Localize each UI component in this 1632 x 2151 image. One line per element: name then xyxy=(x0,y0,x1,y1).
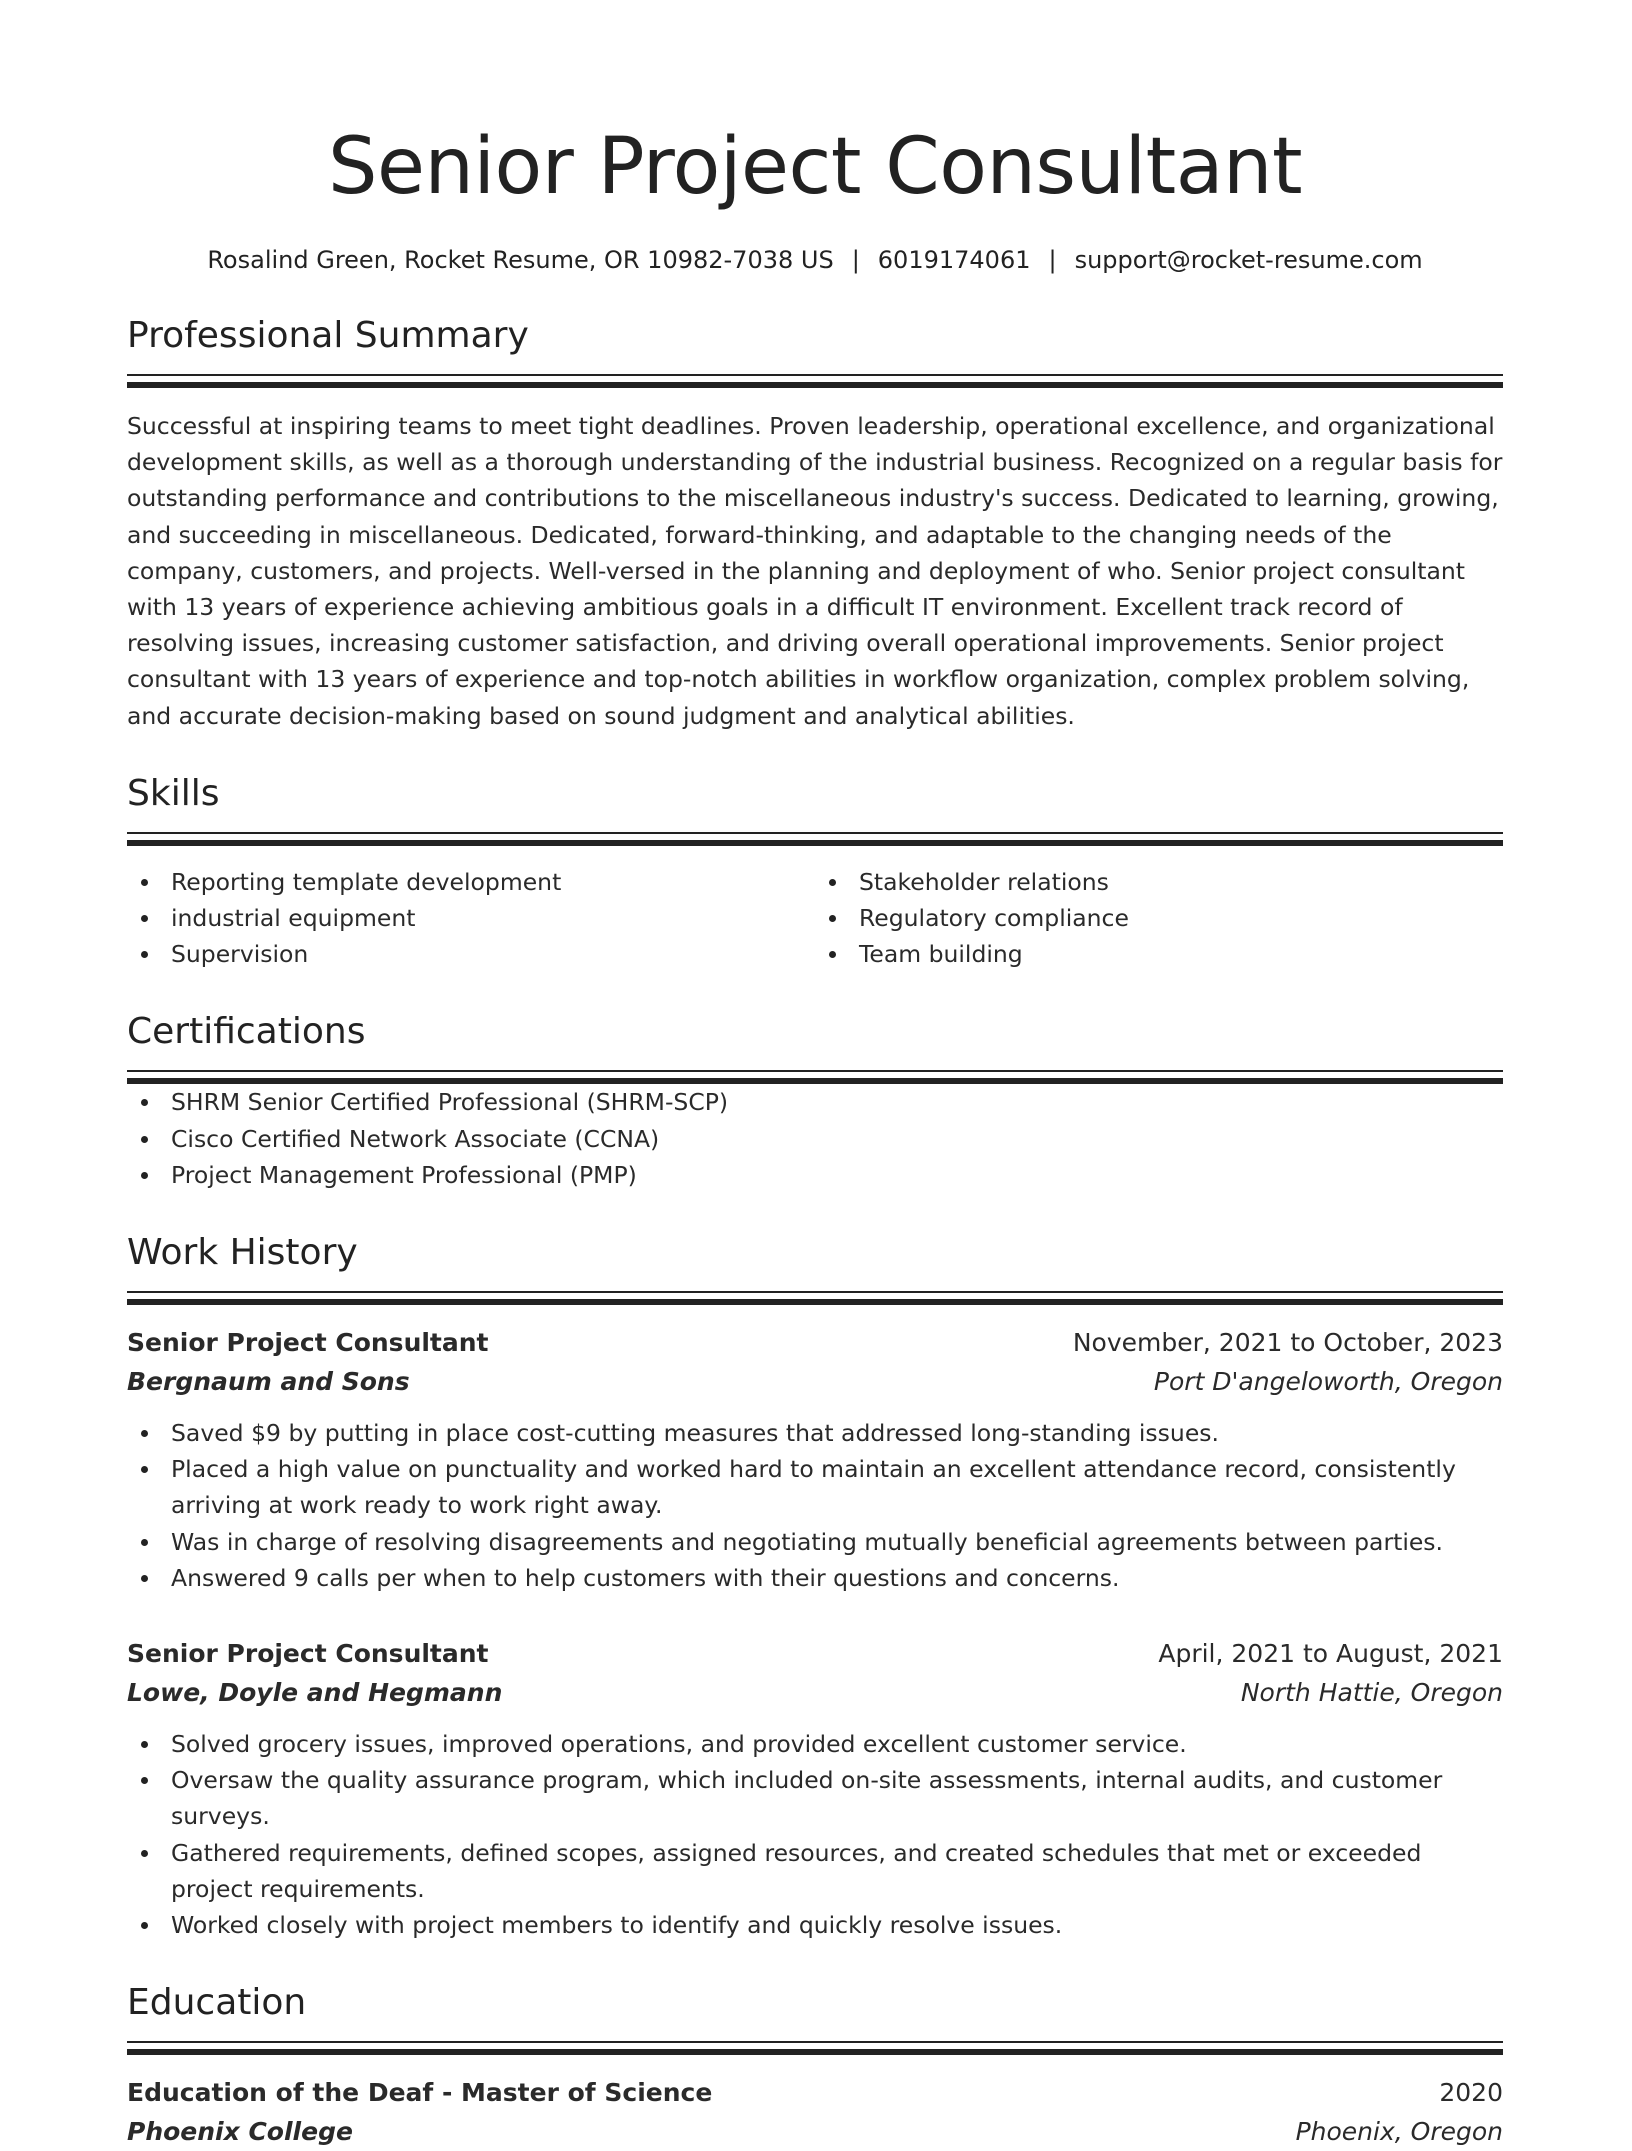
job-bullets xyxy=(127,1726,1503,1943)
skills-list-left xyxy=(127,864,815,973)
certification-item: Project Management Professional (PMP) xyxy=(127,1157,1503,1193)
skill-item: Team building xyxy=(815,936,1503,972)
work-heading: Work History xyxy=(127,1232,358,1274)
job-dates: April, 2021 to August, 2021 xyxy=(1158,1639,1503,1669)
job-bullet: Solved grocery issues, improved operations, and provided excellent customer service. xyxy=(127,1726,1503,1762)
summary-section-header xyxy=(127,314,1503,388)
skill-item: Stakeholder relations xyxy=(815,864,1503,900)
education-location: Phoenix, Oregon xyxy=(1295,2117,1503,2147)
section-divider-thin xyxy=(127,1291,1503,1293)
certifications-list xyxy=(127,1084,1503,1193)
job-entry xyxy=(127,1634,1503,1943)
job-company: Lowe, Doyle and Hegmann xyxy=(127,1678,503,1708)
job-bullet: Answered 9 calls per when to help customers with their questions and concerns. xyxy=(127,1560,1503,1596)
job-location: North Hattie, Oregon xyxy=(1240,1678,1503,1708)
job-company-row xyxy=(127,1362,1503,1401)
job-bullet: Was in charge of resolving disagreements and negotiating mutually beneficial agreements between parties. xyxy=(127,1524,1503,1560)
education-degree-row xyxy=(127,2073,1503,2112)
section-divider-thick xyxy=(127,1299,1503,1305)
contact-separator: | xyxy=(851,246,860,274)
skill-item: Regulatory compliance xyxy=(815,900,1503,936)
summary-text: Successful at inspiring teams to meet tight deadlines. Proven leadership, operational excellence, and organizational development skills, as well as a thorough understanding of the industrial business. Recognized on a regular basis for outstanding performance and contributions to the miscellaneous industry's success. Dedicated to learning, growing, and succeeding in miscellaneous. Dedicated, forward-thinking, and adaptable to the changing needs of the company, customers, and projects. Well-versed in the planning and deployment of who. Senior project consultant with 13 years of experience achieving ambitious goals in a difficult IT environment. Excellent track record of resolving issues, increasing customer satisfaction, and driving overall operational improvements. Senior project consultant with 13 years of experience and top-notch abilities in workflow organization, complex problem solving, and accurate decision-making based on sound judgment and analytical abilities. xyxy=(127,412,1503,730)
certifications-section-header xyxy=(127,1010,1503,1084)
work-section-header xyxy=(127,1231,1503,1305)
job-title-row xyxy=(127,1634,1503,1673)
education-entry xyxy=(127,2073,1503,2151)
job-dates: November, 2021 to October, 2023 xyxy=(1072,1328,1503,1358)
job-bullet: Oversaw the quality assurance program, which included on-site assessments, internal audits, and customer surveys. xyxy=(127,1762,1503,1834)
education-year: 2020 xyxy=(1439,2078,1503,2108)
section-divider-thick xyxy=(127,2049,1503,2055)
contact-separator: | xyxy=(1048,246,1057,274)
job-entry xyxy=(127,1323,1503,1596)
job-bullet: Placed a high value on punctuality and worked hard to maintain an excellent attendance record, consistently arriving at work ready to work right away. xyxy=(127,1451,1503,1523)
certification-item: SHRM Senior Certified Professional (SHRM-SCP) xyxy=(127,1084,1503,1120)
section-divider-thin xyxy=(127,1070,1503,1072)
contact-address: Rosalind Green, Rocket Resume, OR 10982-7038 US xyxy=(207,246,834,274)
contact-phone: 6019174061 xyxy=(877,246,1031,274)
job-bullet: Worked closely with project members to identify and quickly resolve issues. xyxy=(127,1907,1503,1943)
certifications-heading: Certifications xyxy=(127,1011,366,1053)
job-title: Senior Project Consultant xyxy=(127,1328,489,1358)
job-bullets xyxy=(127,1415,1503,1596)
resume-page xyxy=(127,0,1503,2151)
skills-grid xyxy=(127,864,1503,973)
section-divider-thick xyxy=(127,382,1503,388)
section-divider-thin xyxy=(127,374,1503,376)
job-company: Bergnaum and Sons xyxy=(127,1367,410,1397)
skills-section-header xyxy=(127,772,1503,846)
certification-item: Cisco Certified Network Associate (CCNA) xyxy=(127,1121,1503,1157)
skill-item: Supervision xyxy=(127,936,815,972)
skills-heading: Skills xyxy=(127,772,220,814)
skills-list-right xyxy=(815,864,1503,973)
job-company-row xyxy=(127,1673,1503,1712)
section-divider-thin xyxy=(127,2041,1503,2043)
education-school: Phoenix College xyxy=(127,2117,353,2147)
skill-item: Reporting template development xyxy=(127,864,815,900)
education-degree: Education of the Deaf - Master of Science xyxy=(127,2078,713,2108)
education-heading: Education xyxy=(127,1982,307,2024)
contact-email: support@rocket-resume.com xyxy=(1074,246,1423,274)
contact-line xyxy=(127,244,1503,276)
summary-heading: Professional Summary xyxy=(127,315,529,356)
education-school-row xyxy=(127,2112,1503,2151)
job-location: Port D'angeloworth, Oregon xyxy=(1153,1367,1503,1397)
resume-title: Senior Project Consultant xyxy=(327,122,1303,212)
section-divider-thick xyxy=(127,840,1503,846)
job-title: Senior Project Consultant xyxy=(127,1639,489,1669)
section-divider-thin xyxy=(127,832,1503,834)
skill-item: industrial equipment xyxy=(127,900,815,936)
job-bullet: Saved $9 by putting in place cost-cutting measures that addressed long-standing issues. xyxy=(127,1415,1503,1451)
education-section-header xyxy=(127,1981,1503,2055)
job-title-row xyxy=(127,1323,1503,1362)
job-bullet: Gathered requirements, defined scopes, assigned resources, and created schedules that met or exceeded project requirements. xyxy=(127,1835,1503,1907)
